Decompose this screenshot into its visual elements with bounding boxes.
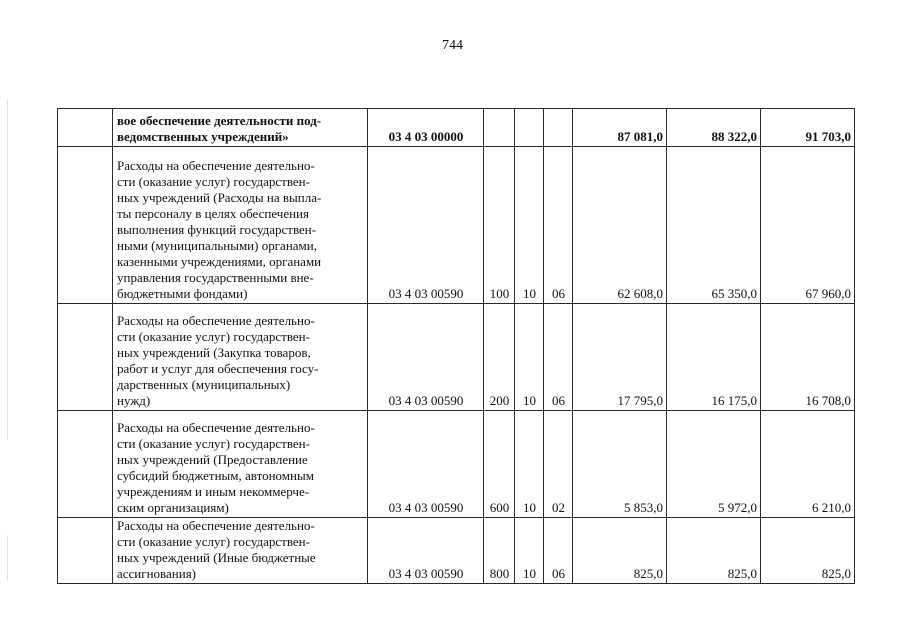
description-line: ных учреждений (Предоставление xyxy=(117,452,308,467)
description-line: сти (оказание услуг) государствен- xyxy=(117,436,310,451)
description-line: сти (оказание услуг) государствен- xyxy=(117,329,310,344)
expense-description xyxy=(113,411,368,518)
budget-table xyxy=(57,108,855,584)
amount-year-3: 67 960,0 xyxy=(761,147,855,304)
subsection-code: 02 xyxy=(544,411,573,518)
description-line: ными (муниципальными) органами, xyxy=(117,238,317,253)
amount-year-1: 5 853,0 xyxy=(573,411,667,518)
description-line: Расходы на обеспечение деятельно- xyxy=(117,420,315,435)
subsection-code: 06 xyxy=(544,304,573,411)
left-margin-rule xyxy=(7,100,8,440)
description-line: управления государственными вне- xyxy=(117,270,314,285)
description-line: работ и услуг для обеспечения госу- xyxy=(117,361,319,376)
subsection-code: 06 xyxy=(544,147,573,304)
table-body xyxy=(58,109,855,584)
amount-year-3: 6 210,0 xyxy=(761,411,855,518)
description-line: ных учреждений (Закупка товаров, xyxy=(117,345,311,360)
description-line: ты персоналу в целях обеспечения xyxy=(117,206,309,221)
expense-description xyxy=(113,109,368,147)
description-line: Расходы на обеспечение деятельно- xyxy=(117,313,315,328)
description-line: ским организациям) xyxy=(117,500,229,515)
description-line: субсидий бюджетным, автономным xyxy=(117,468,314,483)
expense-type-code: 100 xyxy=(484,147,515,304)
target-article-code: 03 4 03 00000 xyxy=(368,109,484,147)
amount-year-3: 825,0 xyxy=(761,518,855,584)
description-line: выполнения функций государствен- xyxy=(117,222,317,237)
description-line: сти (оказание услуг) государствен- xyxy=(117,174,310,189)
description-line: вое обеспечение деятельности под- xyxy=(117,113,322,128)
section-code xyxy=(515,109,544,147)
description-line: ассигнования) xyxy=(117,566,197,581)
amount-year-2: 5 972,0 xyxy=(667,411,761,518)
description-line: Расходы на обеспечение деятельно- xyxy=(117,518,315,533)
amount-year-2: 65 350,0 xyxy=(667,147,761,304)
empty-cell xyxy=(58,147,113,304)
description-line: ных учреждений (Иные бюджетные xyxy=(117,550,316,565)
amount-year-1: 87 081,0 xyxy=(573,109,667,147)
target-article-code: 03 4 03 00590 xyxy=(368,518,484,584)
empty-cell xyxy=(58,411,113,518)
description-line: ных учреждений (Расходы на выпла- xyxy=(117,190,322,205)
amount-year-1: 825,0 xyxy=(573,518,667,584)
amount-year-1: 17 795,0 xyxy=(573,304,667,411)
amount-year-2: 16 175,0 xyxy=(667,304,761,411)
expense-description xyxy=(113,518,368,584)
table-row xyxy=(58,518,855,584)
amount-year-1: 62 608,0 xyxy=(573,147,667,304)
amount-year-2: 88 322,0 xyxy=(667,109,761,147)
empty-cell xyxy=(58,518,113,584)
table-row xyxy=(58,304,855,411)
amount-year-3: 16 708,0 xyxy=(761,304,855,411)
description-line: нужд) xyxy=(117,393,151,408)
table-row xyxy=(58,109,855,147)
expense-description xyxy=(113,304,368,411)
section-code: 10 xyxy=(515,147,544,304)
amount-year-3: 91 703,0 xyxy=(761,109,855,147)
page-number: 744 xyxy=(442,38,463,53)
expense-type-code: 800 xyxy=(484,518,515,584)
subsection-code xyxy=(544,109,573,147)
description-line: бюджетными фондами) xyxy=(117,286,248,301)
section-code: 10 xyxy=(515,304,544,411)
target-article-code: 03 4 03 00590 xyxy=(368,411,484,518)
target-article-code: 03 4 03 00590 xyxy=(368,147,484,304)
table-row xyxy=(58,411,855,518)
description-line: учреждениям и иным некоммерче- xyxy=(117,484,310,499)
empty-cell xyxy=(58,109,113,147)
left-margin-rule xyxy=(7,535,8,580)
description-line: ведомственных учреждений» xyxy=(117,129,289,144)
table-row xyxy=(58,147,855,304)
expense-description xyxy=(113,147,368,304)
empty-cell xyxy=(58,304,113,411)
section-code: 10 xyxy=(515,411,544,518)
target-article-code: 03 4 03 00590 xyxy=(368,304,484,411)
section-code: 10 xyxy=(515,518,544,584)
expense-type-code xyxy=(484,109,515,147)
description-line: сти (оказание услуг) государствен- xyxy=(117,534,310,549)
subsection-code: 06 xyxy=(544,518,573,584)
description-line: Расходы на обеспечение деятельно- xyxy=(117,158,315,173)
expense-type-code: 200 xyxy=(484,304,515,411)
expense-type-code: 600 xyxy=(484,411,515,518)
description-line: дарственных (муниципальных) xyxy=(117,377,291,392)
description-line: казенными учреждениями, органами xyxy=(117,254,322,269)
amount-year-2: 825,0 xyxy=(667,518,761,584)
